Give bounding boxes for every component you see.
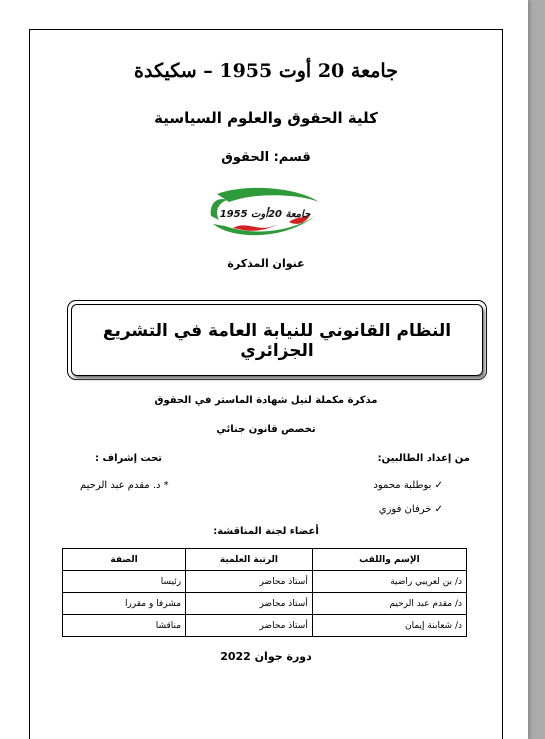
member-name: د/ شعابنة إيمان bbox=[312, 615, 466, 637]
memo-title: النظام القانوني للنيابة العامة في التشريع الجزائري bbox=[102, 321, 452, 361]
thesis-note: مذكرة مكملة لنيل شهادة الماستر في الحقوق bbox=[154, 395, 378, 406]
prepared-by-label: من إعداد الطالبين: bbox=[377, 453, 470, 464]
table-header-row bbox=[63, 549, 467, 571]
check-icon: ✓ bbox=[434, 504, 443, 515]
bullet-icon: * bbox=[163, 480, 169, 491]
committee-label: أعضاء لجنة المناقشة: bbox=[213, 526, 319, 537]
department-name: قسم: الحقوق bbox=[221, 150, 311, 165]
session: دورة جوان 2022 bbox=[220, 650, 312, 663]
member-role: رئيسا bbox=[63, 571, 186, 593]
memo-title-box bbox=[67, 300, 487, 380]
check-icon: ✓ bbox=[434, 480, 443, 491]
committee-table bbox=[62, 548, 467, 637]
member-name: د/ مقدم عبد الرحيم bbox=[312, 593, 466, 615]
university-logo bbox=[203, 186, 325, 240]
column-header-rank: الرتبة العلمية bbox=[186, 549, 313, 571]
column-header-role: الصفة bbox=[63, 549, 186, 571]
table-row bbox=[63, 593, 467, 615]
member-role: مناقشا bbox=[63, 615, 186, 637]
table-row bbox=[63, 571, 467, 593]
faculty-name: كلية الحقوق والعلوم السياسية bbox=[154, 109, 378, 127]
member-name: د/ بن لعريبي راضية bbox=[312, 571, 466, 593]
specialty: تخصص قانون جنائي bbox=[216, 424, 316, 435]
supervisor bbox=[80, 480, 169, 491]
student-item bbox=[379, 504, 443, 515]
logo-text: جامعة 20أوت 1955 bbox=[219, 209, 311, 220]
student-name: خرفان فوزي bbox=[378, 504, 432, 515]
student-name: بوطلبة محمود bbox=[373, 480, 432, 491]
supervisor-name: د. مقدم عبد الرحيم bbox=[80, 480, 161, 491]
table-row bbox=[63, 615, 467, 637]
student-item bbox=[373, 480, 443, 491]
member-role: مشرفا و مقررا bbox=[63, 593, 186, 615]
member-rank: أستاذ محاضر bbox=[186, 593, 313, 615]
member-rank: أستاذ محاضر bbox=[186, 615, 313, 637]
column-header-name: الإسم واللقب bbox=[312, 549, 466, 571]
memo-title-label: عنوان المذكرة bbox=[227, 257, 305, 270]
university-name: جامعة 20 أوت 1955 – سكيكدة bbox=[134, 60, 398, 82]
supervision-label: تحت إشراف : bbox=[95, 453, 163, 464]
member-rank: أستاذ محاضر bbox=[186, 571, 313, 593]
